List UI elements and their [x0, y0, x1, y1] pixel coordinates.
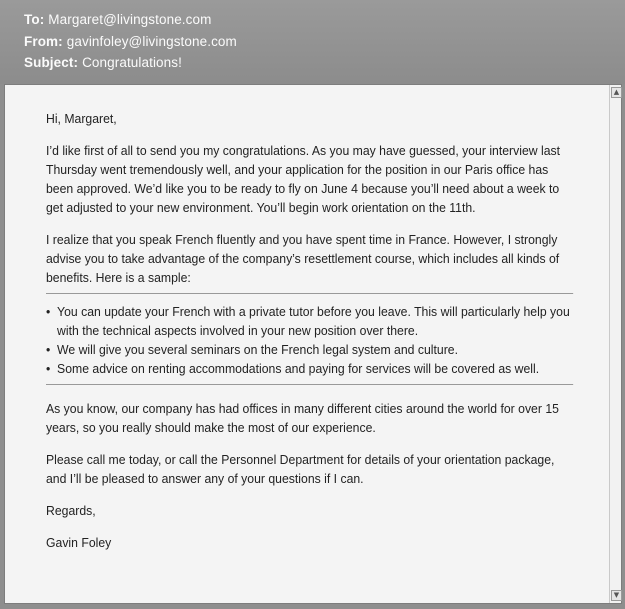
scroll-up-icon[interactable]: ▲ — [611, 87, 622, 98]
paragraph-experience: As you know, our company has had offices in many different cities around the world for over 15 years, so you really should make the most of our experience. — [46, 401, 559, 435]
from-label: From: — [24, 34, 63, 49]
paragraph-resettlement: I realize that you speak French fluently and you have spent time in France. However, I strongly advise you to take advantage of the company’s resettlement course, which includes all kinds of benefits. Here is a sample: — [46, 232, 560, 285]
to-label: To: — [24, 12, 45, 27]
divider-top — [46, 293, 573, 294]
bottom-edge — [0, 604, 625, 609]
from-value: gavinfoley@livingstone.com — [66, 34, 237, 49]
paragraph-call: Please call me today, or call the Personnel Department for details of your orientation package, and I’ll be pleased to answer any of your questions if I can. — [46, 452, 555, 486]
to-row — [24, 12, 211, 27]
subject-row — [24, 55, 182, 70]
email-body-window — [4, 84, 622, 604]
email-body — [46, 109, 573, 565]
list-item: • Some advice on renting accommodations and paying for services will be covered as well. — [46, 359, 573, 378]
list-item: • You can update your French with a private tutor before you leave. This will particularly help you with the technical aspects involved in your new position over there. — [46, 302, 573, 340]
email-header — [0, 0, 625, 84]
divider-bottom — [46, 384, 573, 385]
benefits-list — [46, 302, 573, 378]
list-item: • We will give you several seminars on the French legal system and culture. — [46, 340, 573, 359]
vertical-scrollbar[interactable] — [609, 85, 621, 603]
from-row — [24, 34, 237, 49]
subject-label: Subject: — [24, 55, 79, 70]
signature: Gavin Foley — [46, 535, 112, 550]
subject-value: Congratulations! — [82, 55, 182, 70]
to-value: Margaret@livingstone.com — [48, 12, 212, 27]
scroll-down-icon[interactable]: ▼ — [611, 590, 622, 601]
closing: Regards, — [46, 503, 96, 518]
paragraph-congratulations: I’d like first of all to send you my congratulations. As you may have guessed, your interview last Thursday went tremendously well, and your application for the position in our Paris office has been approved. We’d like you to be ready to fly on June 4 because you’ll need about a week to get adjusted to your new environment. You’ll begin work orientation on the 11th. — [46, 143, 561, 215]
greeting: Hi, Margaret, — [46, 111, 117, 126]
